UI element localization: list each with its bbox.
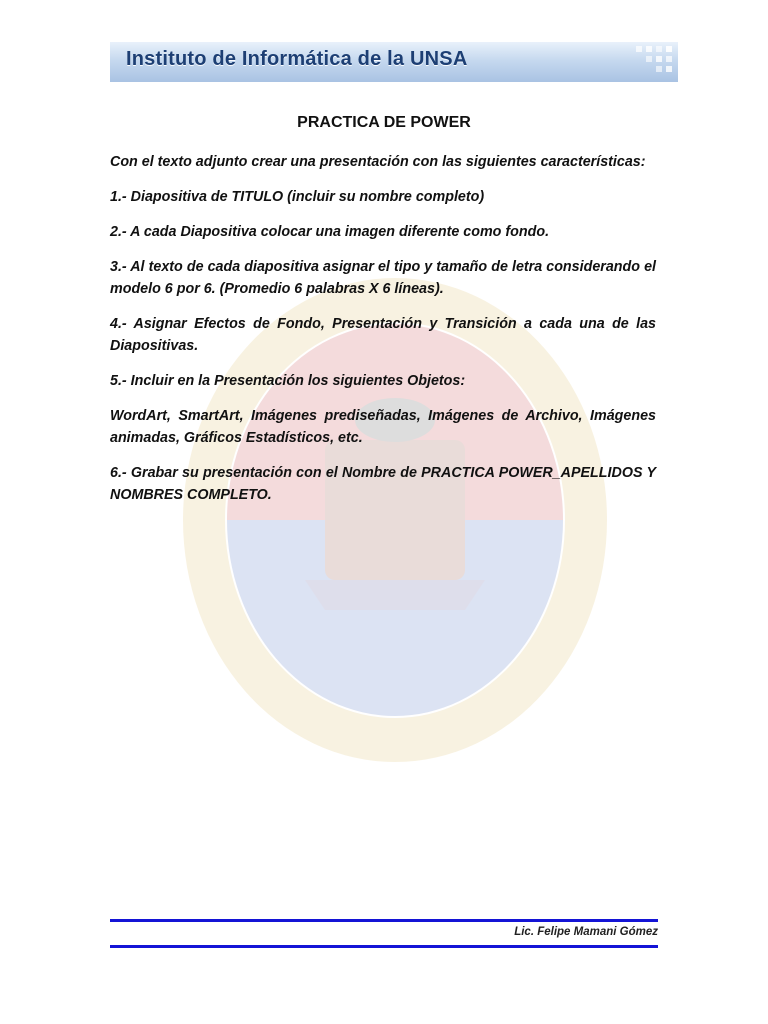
- footer-rule-bottom: [110, 945, 658, 948]
- instruction-5: 5.- Incluir en la Presentación los siguientes Objetos:: [110, 373, 466, 389]
- instruction-6: 6.- Grabar su presentación con el Nombre de PRACTICA POWER_APELLIDOS Y NOMBRES COMPLETO.: [110, 465, 656, 503]
- banner-decoration: [586, 42, 676, 82]
- instruction-2: 2.- A cada Diapositiva colocar una imagen diferente como fondo.: [110, 224, 550, 240]
- instruction-3: 3.- Al texto de cada diapositiva asignar el tipo y tamaño de letra considerando el modelo 6 por 6. (Promedio 6 palabras X 6 líneas).: [110, 259, 656, 297]
- footer-author: Lic. Felipe Mamani Gómez: [514, 926, 658, 938]
- document-title: PRACTICA DE POWER: [297, 114, 471, 131]
- intro-paragraph: Con el texto adjunto crear una presentación con las siguientes características:: [110, 154, 646, 170]
- instruction-4: 4.- Asignar Efectos de Fondo, Presentación y Transición a cada una de las Diapositivas.: [110, 316, 656, 354]
- footer-rule-top: [110, 919, 658, 922]
- banner-title: Instituto de Informática de la UNSA: [126, 48, 468, 70]
- header-banner: [110, 42, 678, 82]
- document-body: [110, 151, 656, 519]
- objects-list: WordArt, SmartArt, Imágenes prediseñadas, Imágenes de Archivo, Imágenes animadas, Gráficos Estadísticos, etc.: [110, 408, 656, 446]
- instruction-1: 1.- Diapositiva de TITULO (incluir su nombre completo): [110, 189, 485, 205]
